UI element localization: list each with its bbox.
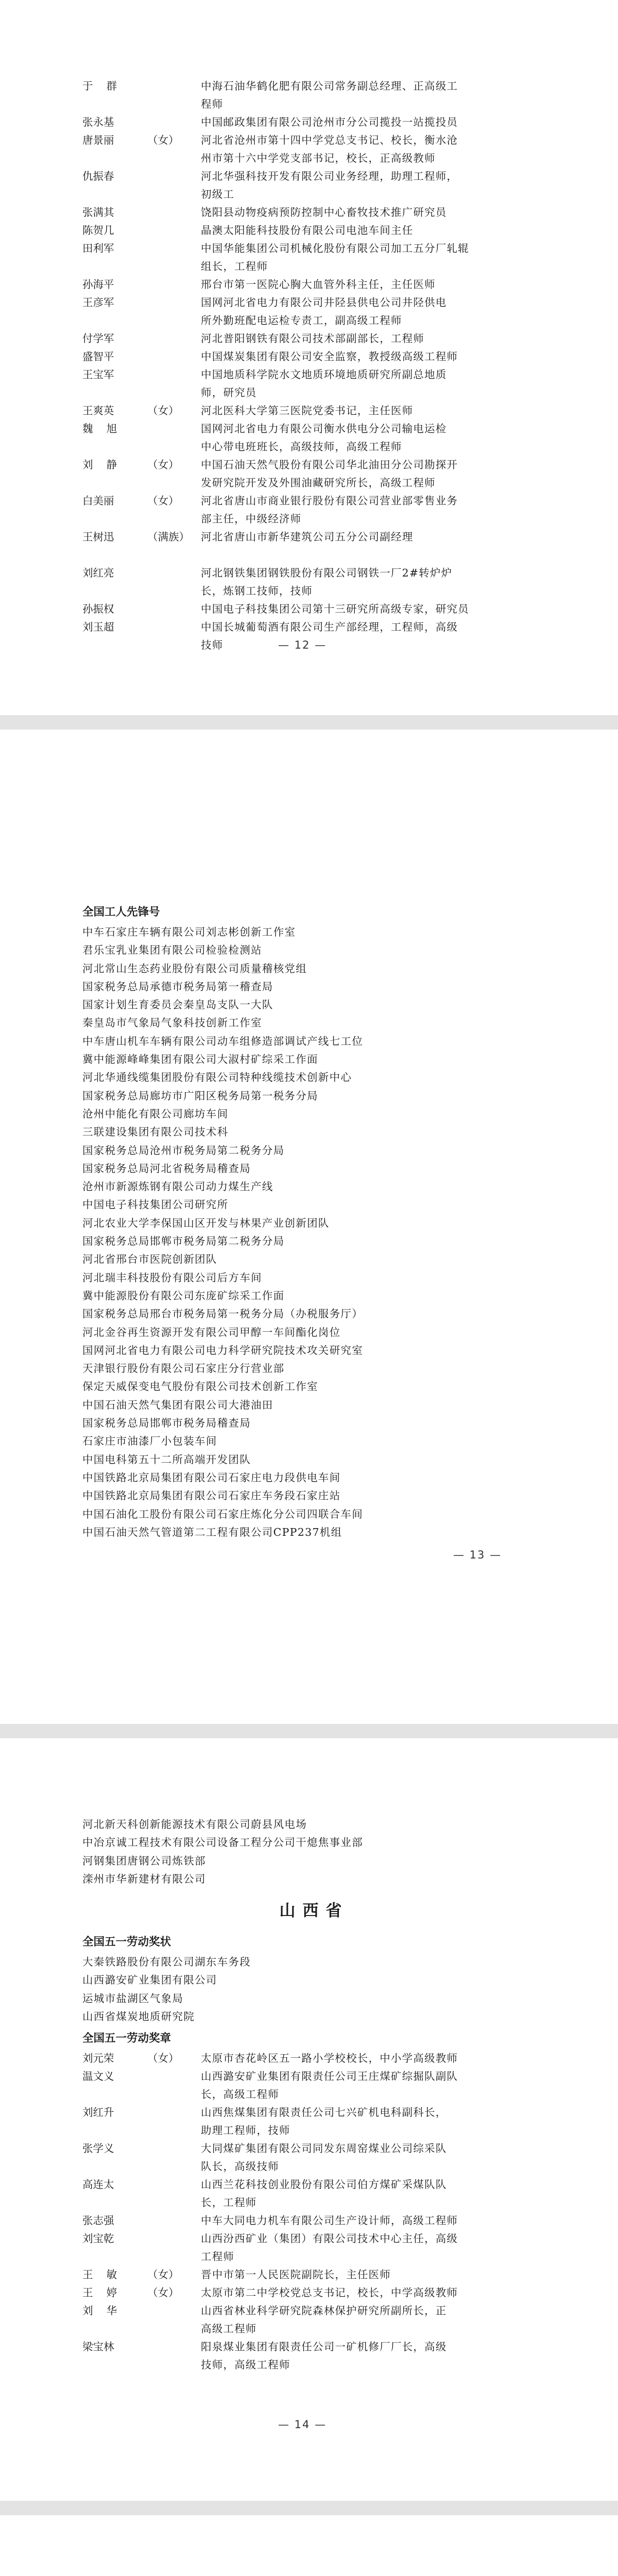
person-description [201,2212,546,2230]
organization-name: 冀中能源峰峰集团有限公司大淑村矿综采工作面 [82,1053,318,1066]
description-line: 山西省林业科学研究院森林保护研究所副所长，正 [201,2304,447,2317]
person-name: 高连太 [82,2178,114,2191]
person-name: 刘玉超 [82,621,114,633]
award-entry [82,456,546,492]
organization-name: 保定天威保变电气股份有限公司技术创新工作室 [82,1380,318,1393]
organization-list [82,1816,546,1888]
description-line: 山西潞安矿业集团有限责任公司王庄煤矿综掘队副队 [201,2070,458,2083]
description-line: 部主任，中级经济师 [201,513,302,525]
person-description [201,222,546,240]
person-name: 王树迅 [82,531,114,543]
person-name: 王宝军 [82,368,114,381]
organization-name: 国家税务总局沧州市税务局第二税务分局 [82,1144,285,1157]
organization-name: 中国石油化工股份有限公司石家庄炼化分公司四联合车间 [82,1507,363,1520]
organization-name: 石家庄市油漆厂小包装车间 [82,1435,217,1448]
person-name: 刘红升 [82,2106,114,2119]
description-line: 组长，工程师 [201,260,268,273]
page-number: — 13 — [453,1549,502,1561]
description-line: 大同煤矿集团有限公司同发东周窑煤业公司综采队 [201,2142,447,2155]
award-entry [82,366,546,402]
award-entry [82,330,546,348]
description-line: 中国邮政集团有限公司沧州市分公司揽投一站揽投员 [201,116,458,128]
organization-name: 河北常山生态药业股份有限公司质量稽核党组 [82,962,307,975]
organization-name: 中国铁路北京局集团有限公司石家庄车务段石家庄站 [82,1489,341,1502]
description-line: 中国电子科技集团公司第十三研究所高级专家，研究员 [201,603,469,615]
person-description [201,131,546,167]
description-line: 河北省唐山市商业银行股份有限公司营业部零售业务 [201,495,458,507]
person-note: （女） [147,459,179,471]
person-description [201,204,546,222]
award-entry [82,77,546,113]
description-line: 河北省沧州市第十四中学党总支书记、校长，衡水沧 [201,134,458,146]
person-description [201,276,546,294]
award-entry-list [82,77,546,654]
description-line: 长，工程师 [201,2196,257,2209]
person-name: 付学军 [82,332,114,345]
person-note: （女） [147,495,179,507]
organization-name: 中国电子科技集团公司研究所 [82,1198,229,1211]
page-number: — 12 — [278,639,327,651]
person-name: 白美丽 [82,495,114,507]
award-entry [82,2266,546,2284]
person-description [201,2049,546,2067]
description-line: 国网河北省电力有限公司衡水供电分公司输电运检 [201,422,447,435]
section-heading: 全国五一劳动奖章 [82,2032,171,2045]
organization-name: 国家税务总局邯郸市税务局第二税务分局 [82,1235,285,1248]
person-name: 梁宝林 [82,2341,114,2353]
organization-name: 河钢集团唐钢公司炼铁部 [82,1854,206,1867]
award-entry [82,600,546,618]
description-line: 太原市第二中学校党总支书记，校长，中学高级教师 [201,2286,458,2299]
organization-name: 三联建设集团有限公司技术科 [82,1126,229,1139]
person-description [201,2284,546,2302]
person-description [201,402,546,420]
person-name: 刘宝乾 [82,2232,114,2245]
organization-name: 山西省煤炭地质研究院 [82,2010,195,2023]
person-name: 魏 旭 [82,422,117,435]
person-description [201,528,546,564]
organization-name: 滦州市华新建材有限公司 [82,1872,206,1885]
person-description [201,2067,546,2104]
award-entry [82,2049,546,2067]
person-name: 盛智平 [82,350,114,363]
section-heading: 全国五一劳动奖状 [82,1936,171,1949]
person-name: 王爽英 [82,404,114,417]
award-entry [82,492,546,528]
organization-name: 中车石家庄车辆有限公司刘志彬创新工作室 [82,926,296,938]
person-note: （女） [147,134,179,146]
award-entry [82,131,546,167]
award-entry [82,113,546,131]
description-line: 中国煤炭集团有限公司安全监察，教授级高级工程师 [201,350,458,363]
document-page-15 [0,2515,618,2576]
description-line: 河北华强科技开发有限公司业务经理，助理工程师， [201,170,458,182]
award-entry-list [82,2049,546,2374]
description-line [201,546,546,564]
award-entry [82,2230,546,2266]
organization-name: 天津银行股份有限公司石家庄分行营业部 [82,1362,285,1375]
page-number: — 14 — [278,2418,327,2431]
person-description [201,330,546,348]
person-description [201,618,546,654]
award-entry [82,2104,546,2140]
person-description [201,2176,546,2212]
person-name: 刘红亮 [82,567,114,579]
person-name: 张满其 [82,206,114,218]
description-line: 河北普阳钢铁有限公司技术部副部长，工程师 [201,332,424,345]
award-entry [82,2212,546,2230]
person-name: 陈贺几 [82,224,114,236]
description-line: 邢台市第一医院心胸大血管外科主任，主任医师 [201,278,436,291]
person-description [201,2104,546,2140]
description-line: 州市第十六中学党支部书记，校长，正高级教师 [201,152,436,164]
description-line: 队长，高级技师 [201,2160,279,2173]
shanxi-section [82,1816,546,2374]
description-line: 饶阳县动物疫病预防控制中心畜牧技术推广研究员 [201,206,447,218]
description-line: 程师 [201,98,224,110]
description-line: 工程师 [201,2250,235,2263]
person-description [201,2230,546,2266]
award-entry [82,402,546,420]
award-entry [82,564,546,600]
person-name: 刘 静 [82,459,117,471]
person-name: 仇振春 [82,170,114,182]
person-description [201,564,546,600]
description-line: 所外勤班配电运检专责工，副高级工程师 [201,314,402,327]
person-name: 田利军 [82,242,114,255]
person-note: （女） [147,2052,179,2065]
worker-pioneer-section [82,900,546,1541]
person-note: （女） [147,2268,179,2281]
organization-name: 国网河北省电力有限公司电力科学研究院技术攻关研究室 [82,1344,363,1357]
person-description [201,348,546,366]
award-entry [82,2302,546,2338]
person-description [201,492,546,528]
organization-name: 中国石油天然气集团有限公司大港油田 [82,1398,273,1411]
organization-name: 中国电科第五十二所高端开发团队 [82,1453,251,1466]
person-description [201,420,546,456]
award-entry [82,240,546,276]
award-entry [82,2140,546,2176]
organization-name: 国家税务总局承德市税务局第一稽查局 [82,980,273,993]
person-description [201,366,546,402]
description-line: 国网河北省电力有限公司井陉县供电公司井陉供电 [201,296,447,309]
description-line: 助理工程师，技师 [201,2124,290,2137]
person-name: 王 敏 [82,2268,117,2281]
person-name: 唐景丽 [82,134,114,146]
organization-name: 国家税务总局邢台市税务局第一税务分局（办税服务厅） [82,1308,363,1320]
document-page-13 [0,730,618,1724]
description-line: 晶澳太阳能科技股份有限公司电池车间主任 [201,224,414,236]
document-page-14 [0,1738,618,2501]
person-name: 温文义 [82,2070,114,2083]
organization-name: 国家税务总局河北省税务局稽查局 [82,1162,251,1175]
section-heading: 全国工人先锋号 [82,906,160,919]
person-description [201,77,546,113]
organization-list [82,923,546,1541]
description-line: 高级工程师 [201,2323,257,2335]
person-name: 于 群 [82,80,117,92]
person-description [201,167,546,204]
person-name: 张学义 [82,2142,114,2155]
description-line: 中国华能集团公司机械化股份有限公司加工五分厂轧辊 [201,242,469,255]
person-note: （女） [147,404,179,417]
person-description [201,2266,546,2284]
description-line: 山西焦煤集团有限责任公司七兴矿机电科副科长， [201,2106,447,2119]
award-entry [82,528,546,564]
person-name: 张志强 [82,2214,114,2227]
description-line: 初级工 [201,188,235,200]
organization-name: 河北农业大学李保国山区开发与林果产业创新团队 [82,1216,330,1229]
award-entry [82,2176,546,2212]
description-line: 河北省唐山市新华建筑公司五分公司副经理 [201,531,414,543]
award-entry [82,348,546,366]
person-name: 王 婷 [82,2286,117,2299]
organization-name: 河北金谷再生资源开发有限公司甲醇一车间酯化岗位 [82,1326,341,1338]
organization-name: 秦皇岛市气象局气象科技创新工作室 [82,1016,262,1029]
description-line: 晋中市第一人民医院副院长，主任医师 [201,2268,391,2281]
description-line: 阳泉煤业集团有限责任公司一矿机修厂厂长，高级 [201,2341,447,2353]
person-name: 张永基 [82,116,114,128]
person-note: （满族） [147,531,190,543]
organization-name: 中车唐山机车车辆有限公司动车组修造部调试产线七工位 [82,1035,363,1047]
person-name: 刘 华 [82,2304,117,2317]
organization-name: 君乐宝乳业集团有限公司检验检测站 [82,944,262,957]
person-description [201,294,546,330]
description-line: 师，研究员 [201,386,257,399]
description-line: 技师，高级工程师 [201,2359,290,2371]
organization-name: 中国石油天然气管道第二工程有限公司CPP237机组 [82,1526,342,1538]
organization-name: 冀中能源股份有限公司东庞矿综采工作面 [82,1289,285,1302]
description-line: 长，炼钢工技师，技师 [201,585,313,597]
description-line: 中国长城葡萄酒有限公司生产部经理，工程师，高级 [201,621,458,633]
description-line: 发研究院开发及外围油藏研究所长，高级工程师 [201,477,436,489]
organization-name: 河北新天科创新能源技术有限公司蔚县风电场 [82,1818,307,1831]
award-entry [82,294,546,330]
award-entry [82,204,546,222]
organization-name: 山西潞安矿业集团有限公司 [82,1974,217,1987]
person-note: （女） [147,2286,179,2299]
description-line: 中国石油天然气股份有限公司华北油田分公司勘探开 [201,459,458,471]
person-name: 孙振权 [82,603,114,615]
description-line: 太原市杏花岭区五一路小学校校长，中小学高级教师 [201,2052,458,2065]
description-line: 河北钢铁集团钢铁股份有限公司钢铁一厂2#转炉炉 [201,567,453,579]
person-description [201,113,546,131]
award-entry [82,420,546,456]
description-line: 山西汾西矿业（集团）有限公司技术中心主任，高级 [201,2232,458,2245]
organization-name: 运城市盐湖区气象局 [82,1992,184,2005]
person-description [201,600,546,618]
person-name: 王彦军 [82,296,114,309]
description-line: 中国地质科学院水文地质环境地质研究所副总地质 [201,368,447,381]
award-entry [82,276,546,294]
description-line: 中心带电班班长，高级技师，高级工程师 [201,440,402,453]
organization-name: 国家税务总局廊坊市广阳区税务局第一税务分局 [82,1089,318,1102]
organization-name: 河北瑞丰科技股份有限公司后方车间 [82,1271,262,1284]
organization-name: 中国铁路北京局集团有限公司石家庄电力段供电车间 [82,1471,341,1484]
award-entry [82,2284,546,2302]
organization-name: 河北华通线缆集团股份有限公司特种线缆技术创新中心 [82,1071,352,1084]
person-description [201,2302,546,2338]
description-line: 中海石油华鹤化肥有限公司常务副总经理、正高级工 [201,80,458,92]
organization-name: 河北省邢台市医院创新团队 [82,1253,217,1266]
organization-name: 国家税务总局邯郸市税务局稽查局 [82,1417,251,1430]
organization-name: 沧州市新源炼钢有限公司动力煤生产线 [82,1180,273,1193]
description-line: 河北医科大学第三医院党委书记，主任医师 [201,404,414,417]
description-line: 山西兰花科技创业股份有限公司伯方煤矿采煤队队 [201,2178,447,2191]
person-name: 孙海平 [82,278,114,291]
person-description [201,2338,546,2374]
award-entry [82,2067,546,2104]
description-line: 中车大同电力机车有限公司生产设计师，高级工程师 [201,2214,458,2227]
award-entry [82,167,546,204]
organization-list [82,1953,546,2026]
person-description [201,2140,546,2176]
award-entry [82,222,546,240]
province-title: 山西省 [279,1902,349,1921]
description-line: 长，高级工程师 [201,2088,279,2101]
award-entry [82,2338,546,2374]
organization-name: 中冶京诚工程技术有限公司设备工程分公司干熄焦事业部 [82,1836,363,1849]
document-page-12 [0,0,618,715]
organization-name: 国家计划生育委员会秦皇岛支队一大队 [82,998,273,1011]
person-description [201,240,546,276]
organization-name: 大秦铁路股份有限公司湖东车务段 [82,1956,251,1969]
person-name: 刘元荣 [82,2052,114,2065]
description-line: 技师 [201,639,224,651]
person-description [201,456,546,492]
organization-name: 沧州中能化有限公司廊坊车间 [82,1107,229,1120]
